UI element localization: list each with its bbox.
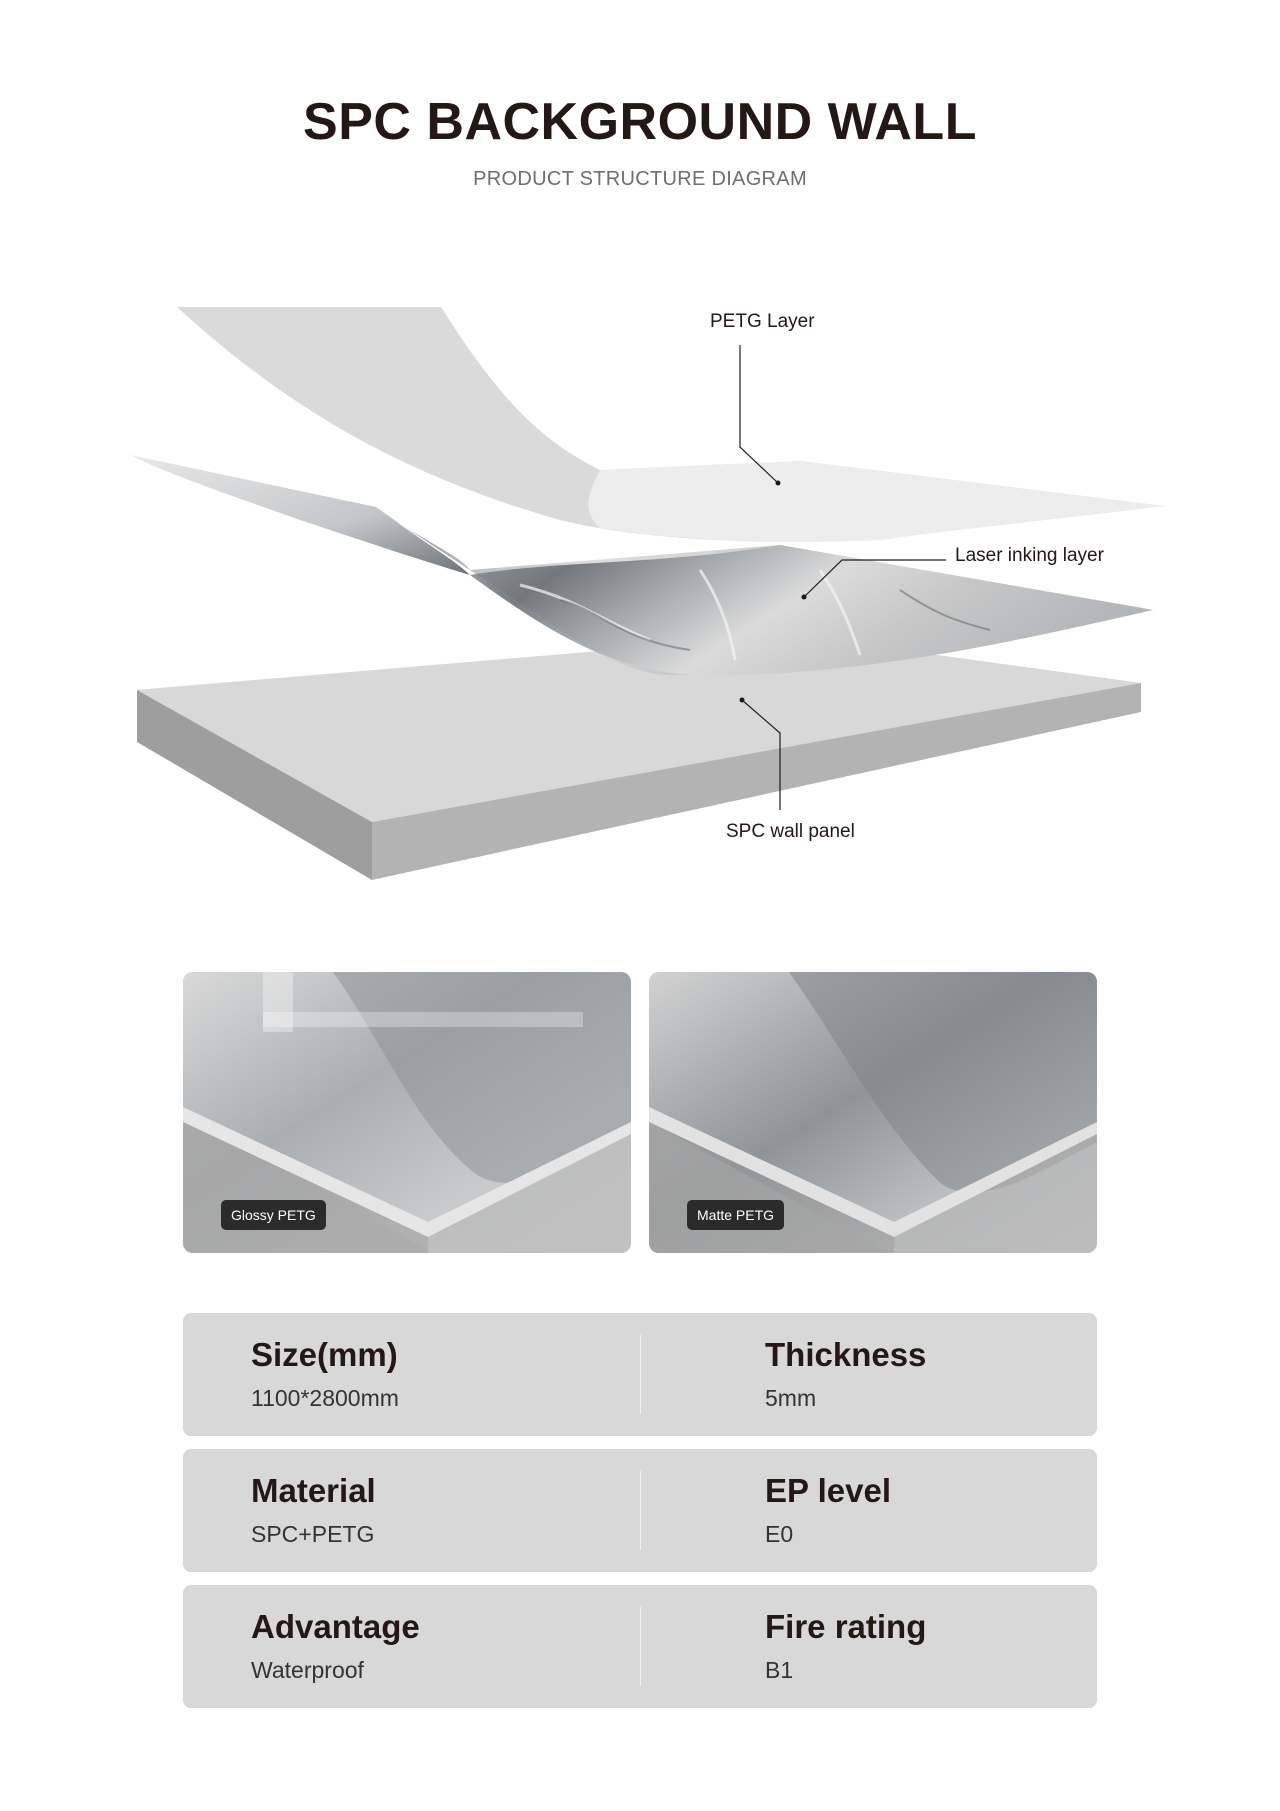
layer-structure-illustration xyxy=(0,290,1280,890)
spec-cell-size xyxy=(251,1333,399,1412)
spec-value: E0 xyxy=(765,1521,794,1547)
laser-inking-layer-callout: Laser inking layer xyxy=(955,545,1104,566)
spec-value: SPC+PETG xyxy=(251,1521,375,1547)
glossy-petg-tag: Glossy PETG xyxy=(221,1200,326,1230)
spec-cell-advantage xyxy=(251,1605,420,1684)
petg-layer-callout: PETG Layer xyxy=(710,311,815,332)
spec-divider xyxy=(640,1335,641,1414)
matte-petg-photo xyxy=(649,972,1097,1253)
spc-panel-shape xyxy=(137,635,1141,880)
spec-value: 5mm xyxy=(765,1385,817,1411)
spec-label: Fire rating xyxy=(765,1608,927,1645)
spec-cell-ep-level xyxy=(765,1469,891,1548)
page-subtitle: PRODUCT STRUCTURE DIAGRAM xyxy=(473,168,807,190)
spec-label: Material xyxy=(251,1472,376,1509)
finish-photos xyxy=(183,972,1097,1253)
spec-label: Advantage xyxy=(251,1608,420,1645)
spec-row-size-thickness xyxy=(183,1313,1097,1436)
spec-divider xyxy=(640,1607,641,1686)
spec-value: B1 xyxy=(765,1657,794,1683)
spec-value: 1100*2800mm xyxy=(251,1385,399,1411)
glossy-petg-photo xyxy=(183,972,631,1253)
spec-value: Waterproof xyxy=(251,1657,364,1683)
spec-row-advantage-fire xyxy=(183,1585,1097,1708)
spc-panel-callout: SPC wall panel xyxy=(726,821,855,842)
spec-label: Thickness xyxy=(765,1336,927,1373)
page-title: SPC BACKGROUND WALL xyxy=(303,93,977,151)
spec-label: EP level xyxy=(765,1472,891,1509)
matte-petg-tag: Matte PETG xyxy=(687,1200,784,1230)
spec-divider xyxy=(640,1471,641,1550)
spec-cell-thickness xyxy=(765,1333,926,1412)
spec-cell-material xyxy=(251,1469,376,1548)
layer-structure-diagram xyxy=(0,290,1280,890)
spec-row-material-ep xyxy=(183,1449,1097,1572)
spec-label: Size(mm) xyxy=(251,1336,398,1373)
spec-cell-fire-rating xyxy=(765,1605,926,1684)
